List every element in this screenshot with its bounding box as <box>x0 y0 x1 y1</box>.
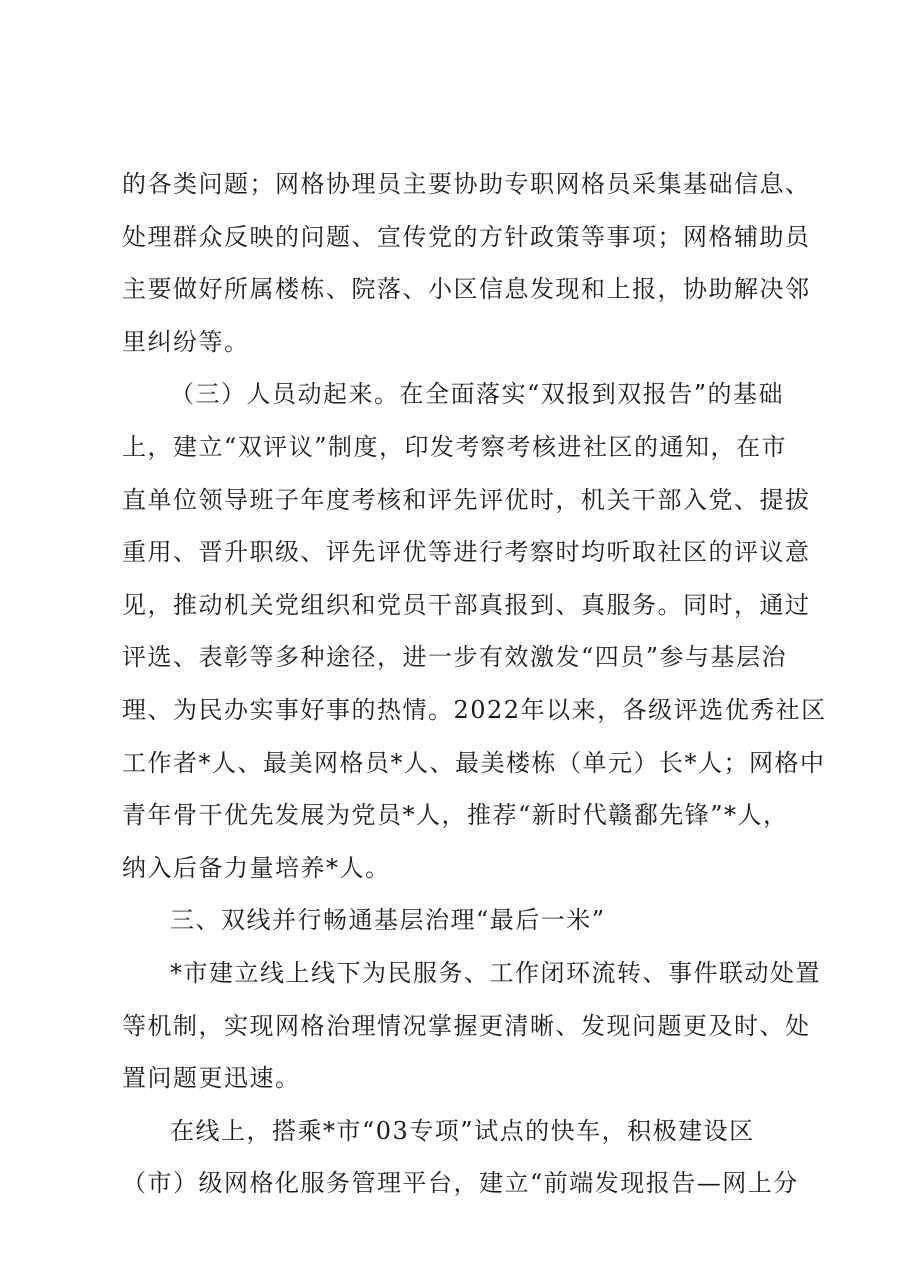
text-line: 处理群众反映的问题、宣传党的方针政策等事项；网格辅助员 <box>122 222 811 251</box>
text-line: 理、为民办实事好事的热情。2022年以来，各级评选优秀社区 <box>122 695 827 724</box>
section-heading: 三、双线并行畅通基层治理“最后一米” <box>170 906 606 935</box>
paragraph-start-line: （三）人员动起来。在全面落实“双报到双报告”的基础 <box>170 380 785 409</box>
text-line: 青年骨干优先发展为党员*人，推荐“新时代赣鄱先锋”*人， <box>122 801 789 830</box>
paragraph-start-line: 在线上，搭乘*市“03专项”试点的快车，积极建设区 <box>170 1116 755 1145</box>
text-line: 重用、晋升职级、评先评优等进行考察时均听取社区的评议意 <box>122 538 811 567</box>
text-line: 评选、表彰等多种途径，进一步有效激发“四员”参与基层治 <box>122 643 788 672</box>
text-line: 直单位领导班子年度考核和评先评优时，机关干部入党、提拔 <box>122 485 811 514</box>
text-line: 里纠纷等。 <box>122 327 250 356</box>
text-line: 纳入后备力量培养*人。 <box>122 853 391 882</box>
text-line: 见，推动机关党组织和党员干部真报到、真服务。同时，通过 <box>122 590 811 619</box>
text-line: 主要做好所属楼栋、院落、小区信息发现和上报，协助解决邻 <box>122 275 811 304</box>
text-line: 工作者*人、最美网格员*人、最美楼栋（单元）长*人；网格中 <box>122 748 826 777</box>
text-line: 的各类问题；网格协理员主要协助专职网格员采集基础信息、 <box>122 170 811 198</box>
text-line: 上，建立“双评议”制度，印发考察考核进社区的通知，在市 <box>122 432 788 461</box>
text-line: （市）级网格化服务管理平台，建立“前端发现报告—网上分 <box>122 1169 799 1198</box>
body-text <box>122 158 827 1210</box>
text-line: 置问题更迅速。 <box>122 1064 301 1093</box>
paragraph-start-line: *市建立线上线下为民服务、工作闭环流转、事件联动处置 <box>170 958 821 987</box>
text-line: 等机制，实现网格治理情况掌握更清晰、发现问题更及时、处 <box>122 1011 811 1040</box>
